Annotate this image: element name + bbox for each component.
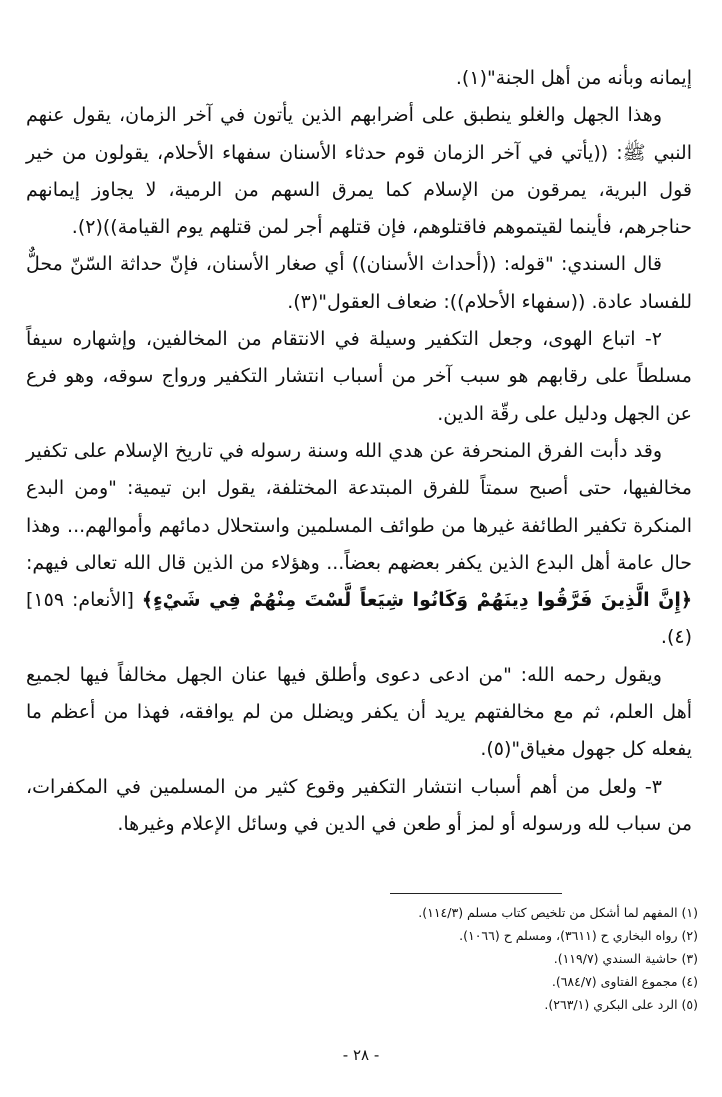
- footnote-divider: [390, 893, 562, 894]
- footnote: (٣) حاشية السندي (١١٩/٧).: [553, 951, 698, 966]
- paragraph: قال السندي: "قوله: ((أحداث الأسنان)) أي صغار الأسنان، فإنّ حداثة السّنّ محلٌّ للفساد عادة. ((سفهاء الأحلام)): ضعاف العقول"(٣).: [26, 253, 692, 313]
- paragraph-text: [الأنعام: ١٥٩](٤).: [26, 589, 692, 649]
- paragraph: [26, 433, 692, 657]
- quran-verse: ﴿إِنَّ الَّذِينَ فَرَّقُوا دِينَهُمْ وَكَانُوا شِيَعاً لَّسْتَ مِنْهُمْ فِي شَيْءٍ﴾: [141, 589, 692, 612]
- paragraph: ٣- ولعل من أهم أسباب انتشار التكفير وقوع كثير من المسلمين في المكفرات، من سباب لله ورسوله أو لمز أو طعن في الدين في وسائل الإعلام وغيرها.: [26, 775, 692, 835]
- paragraph: ٢- اتباع الهوى، وجعل التكفير وسيلة في الانتقام من المخالفين، وإشهاره سيفاً مسلطاً على رقابهم هو سبب آخر من أسباب انتشار التكفير ورواج سوقه، وهو فرع عن الجهل ودليل على رقّة الدين.: [26, 328, 692, 425]
- paragraph-text: وقد دأبت الفرق المنحرفة عن هدي الله وسنة رسوله في تاريخ الإسلام على تكفير مخالفيها، حتى أصبح سمتاً للفرق المبتدعة المختلفة، يقول ابن تيمية: "ومن البدع المنكرة تكفير الطائفة غيرها من طوائف المسلمين واستحلال دمائهم وأموالهم... وهذا حال عامة أهل البدع الذين يكفر بعضهم بعضاً... وهؤلاء من الذين قال الله تعالى فيهم:: [26, 439, 692, 574]
- page-number: - ٢٨ -: [342, 1046, 380, 1064]
- main-text: [26, 60, 692, 843]
- footnotes: [278, 901, 698, 1016]
- footnote: (٤) مجموع الفتاوى (٦٨٤/٧).: [551, 974, 698, 989]
- paragraph: ويقول رحمه الله: "من ادعى دعوى وأطلق فيها عنان الجهل مخالفاً فيها لجميع أهل العلم، ثم مع مخالفتهم يريد أن يكفر ويضلل من لم يوافقه، فهذا من أعظم ما يفعله كل جهول مغياق"(٥).: [26, 663, 692, 761]
- footnote: (٥) الرد على البكري (٢٦٣/١).: [544, 997, 698, 1012]
- footnote: (٢) رواه البخاري ح (٣٦١١)، ومسلم ح (١٠٦٦).: [459, 928, 698, 943]
- footnote: (١) المفهم لما أشكل من تلخيص كتاب مسلم (١١٤/٣).: [418, 905, 698, 920]
- paragraph: إيمانه وبأنه من أهل الجنة"(١).: [455, 67, 692, 89]
- paragraph: وهذا الجهل والغلو ينطبق على أضرابهم الذين يأتون في آخر الزمان، يقول عنهم النبي ﷺ: ((يأتي في آخر الزمان قوم حدثاء الأسنان سفهاء الأحلام، يقولون من خير قول البرية، يمرقون من الإسلام كما يمرق السهم من الرمية، لا يجاوز إيمانهم حناجرهم، فأينما لقيتموهم فاقتلوهم، فإن قتلهم أجر لمن قتلهم يوم القيامة))(٢).: [26, 104, 692, 239]
